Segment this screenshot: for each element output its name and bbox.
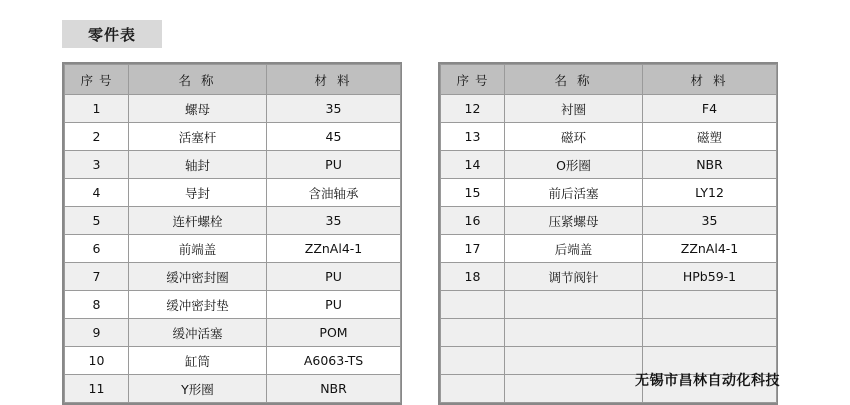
cell-number: 2 [65, 123, 129, 151]
cell-material: NBR [643, 151, 777, 179]
cell-number: 5 [65, 207, 129, 235]
cell-material: HPb59-1 [643, 263, 777, 291]
cell-material: 35 [643, 207, 777, 235]
cell-material: 45 [267, 123, 401, 151]
table-header-row [65, 65, 401, 95]
table-row [441, 291, 777, 319]
cell-number: 9 [65, 319, 129, 347]
parts-table-right [438, 62, 778, 405]
page-title-banner [62, 20, 162, 48]
cell-material [643, 319, 777, 347]
cell-number: 4 [65, 179, 129, 207]
cell-name: 活塞杆 [129, 123, 267, 151]
cell-number: 10 [65, 347, 129, 375]
cell-name: 连杆螺栓 [129, 207, 267, 235]
table-row [65, 179, 401, 207]
cell-number [441, 319, 505, 347]
cell-number: 13 [441, 123, 505, 151]
cell-material [643, 291, 777, 319]
table-row [441, 319, 777, 347]
cell-name: 导封 [129, 179, 267, 207]
table-row [65, 291, 401, 319]
cell-number: 8 [65, 291, 129, 319]
cell-name: 前后活塞 [505, 179, 643, 207]
cell-material: POM [267, 319, 401, 347]
cell-number: 16 [441, 207, 505, 235]
cell-number: 15 [441, 179, 505, 207]
cell-number: 17 [441, 235, 505, 263]
cell-material: 含油轴承 [267, 179, 401, 207]
table-row [441, 263, 777, 291]
cell-name: 压紧螺母 [505, 207, 643, 235]
cell-material: ZZnAl4-1 [267, 235, 401, 263]
cell-name [505, 319, 643, 347]
cell-name [505, 347, 643, 375]
cell-number: 3 [65, 151, 129, 179]
table-row [65, 95, 401, 123]
cell-name: 缸筒 [129, 347, 267, 375]
table-row [441, 235, 777, 263]
table-row [65, 375, 401, 403]
column-header-number: 序 号 [441, 65, 505, 95]
cell-material: PU [267, 263, 401, 291]
column-header-name: 名 称 [129, 65, 267, 95]
column-header-number: 序 号 [65, 65, 129, 95]
footer-company-name: 无锡市昌林自动化科技 [635, 373, 780, 389]
table-row [441, 207, 777, 235]
cell-name: 螺母 [129, 95, 267, 123]
parts-table-right-grid [440, 64, 777, 403]
table-row [65, 123, 401, 151]
parts-table-left-grid [64, 64, 401, 403]
cell-name: 轴封 [129, 151, 267, 179]
cell-material: PU [267, 151, 401, 179]
cell-number: 1 [65, 95, 129, 123]
cell-number: 14 [441, 151, 505, 179]
table-header-row [441, 65, 777, 95]
cell-material: 磁塑 [643, 123, 777, 151]
cell-name: 磁环 [505, 123, 643, 151]
cell-name: 调节阀针 [505, 263, 643, 291]
cell-name [505, 291, 643, 319]
cell-number: 18 [441, 263, 505, 291]
cell-number: 11 [65, 375, 129, 403]
cell-material: PU [267, 291, 401, 319]
table-row [65, 347, 401, 375]
table-row [65, 235, 401, 263]
cell-number: 7 [65, 263, 129, 291]
cell-material: LY12 [643, 179, 777, 207]
cell-material: 35 [267, 207, 401, 235]
table-row [441, 151, 777, 179]
cell-name: 后端盖 [505, 235, 643, 263]
parts-table-left [62, 62, 402, 405]
cell-material: 35 [267, 95, 401, 123]
table-row [65, 207, 401, 235]
cell-number: 12 [441, 95, 505, 123]
cell-name: 衬圈 [505, 95, 643, 123]
table-row [65, 263, 401, 291]
table-row [441, 123, 777, 151]
cell-name: 缓冲密封圈 [129, 263, 267, 291]
page-title: 零件表 [87, 25, 136, 44]
cell-material: F4 [643, 95, 777, 123]
cell-material: ZZnAl4-1 [643, 235, 777, 263]
table-row [65, 319, 401, 347]
cell-number: 6 [65, 235, 129, 263]
cell-name: 缓冲密封垫 [129, 291, 267, 319]
cell-name: O形圈 [505, 151, 643, 179]
cell-name: Y形圈 [129, 375, 267, 403]
table-row [441, 179, 777, 207]
cell-name: 缓冲活塞 [129, 319, 267, 347]
cell-name: 前端盖 [129, 235, 267, 263]
column-header-material: 材 料 [267, 65, 401, 95]
cell-number [441, 375, 505, 403]
cell-number [441, 347, 505, 375]
cell-material: A6063-TS [267, 347, 401, 375]
table-row [441, 95, 777, 123]
cell-number [441, 291, 505, 319]
column-header-material: 材 料 [643, 65, 777, 95]
cell-material: NBR [267, 375, 401, 403]
table-row [65, 151, 401, 179]
cell-name [505, 375, 643, 403]
column-header-name: 名 称 [505, 65, 643, 95]
